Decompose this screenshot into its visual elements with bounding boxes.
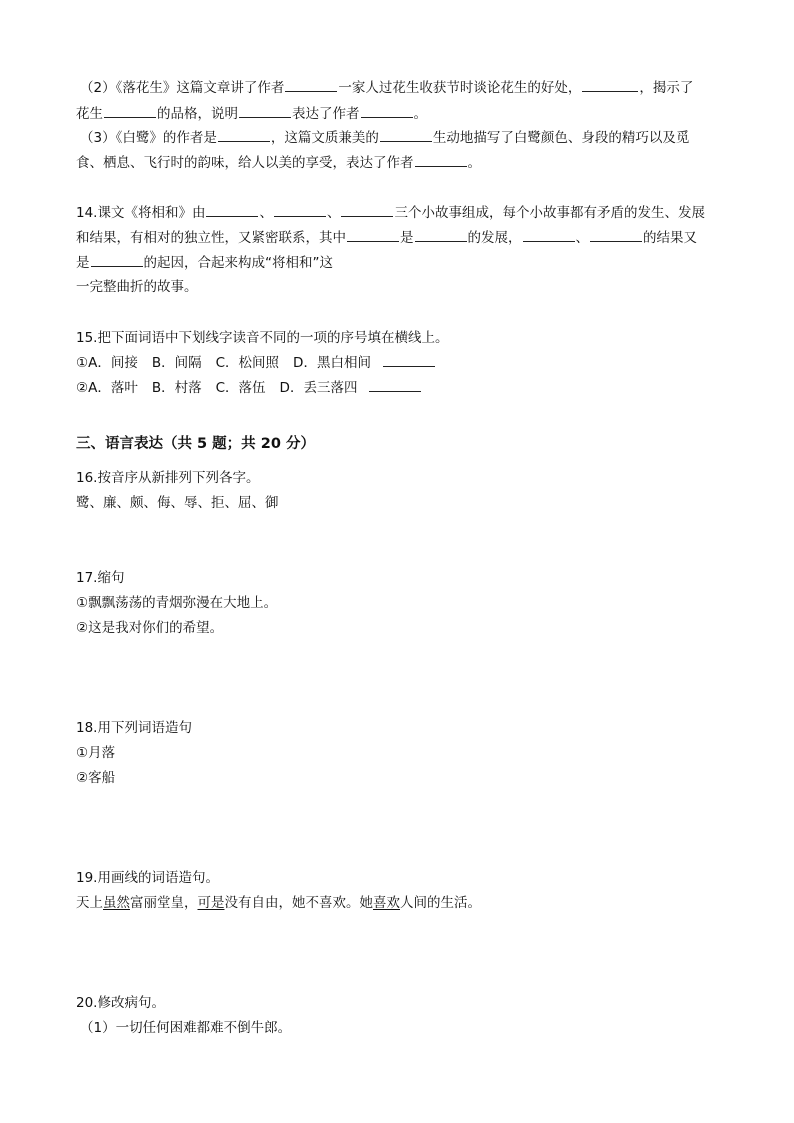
answer-blank[interactable] [218, 128, 270, 142]
option-label: C． [215, 380, 239, 396]
option-c: 松间照 [238, 355, 280, 371]
option-label: D． [293, 355, 317, 371]
option-label: ①A． [76, 355, 111, 371]
q14-line4 [76, 277, 198, 297]
option-a: 间接 [110, 355, 138, 371]
option-d: 丢三落四 [303, 380, 358, 396]
q13-p3-text: ，这篇文质兼美的 [270, 130, 379, 146]
q18-word-1: ①月落 [76, 745, 116, 761]
answer-blank[interactable] [582, 78, 638, 92]
q14-separator: 、 [259, 205, 273, 221]
q14-line1 [76, 203, 705, 223]
answer-blank[interactable] [206, 203, 258, 217]
section-heading: 三、语言表达（共 5 题；共 20 分） [76, 436, 315, 452]
q13-p3-text: 食、栖息、飞行时的韵味，给人以美的享受，表达了作者 [76, 155, 414, 171]
answer-blank[interactable] [415, 153, 467, 167]
q14-line3 [76, 253, 333, 273]
answer-blank[interactable] [274, 203, 326, 217]
q19-text: 富丽堂皇， [130, 895, 198, 911]
q16-title: 16.按音序从新排列下列各字。 [76, 470, 260, 486]
q13-p3-text: 。 [467, 155, 481, 171]
q14-text: 的发展， [467, 230, 522, 246]
q13-p3-text: 生动地描写了白鹭颜色、身段的精巧以及觅 [432, 130, 690, 146]
q13-p2-text: 表达了作者 [292, 106, 360, 122]
answer-blank[interactable] [285, 78, 337, 92]
answer-blank[interactable] [104, 104, 156, 118]
option-b: 间隔 [174, 355, 202, 371]
option-a: 落叶 [110, 380, 138, 396]
q14-text: 一完整曲折的故事。 [76, 279, 198, 295]
q17-sentence-2: ②这是我对你们的希望。 [76, 620, 224, 636]
q14-text: 的起因，合起来构成“将相和”这 [143, 255, 333, 271]
q13-p2-text: 。 [413, 106, 427, 122]
q14-text: 是 [76, 255, 90, 271]
q17-title: 17.缩句 [76, 570, 125, 586]
q15-row1 [76, 353, 436, 373]
underlined-word: 虽然 [103, 895, 130, 911]
q13-part2-line2 [76, 104, 427, 124]
q15-title: 15.把下面词语中下划线字读音不同的一项的序号填在横线上。 [76, 330, 449, 346]
q15-row2 [76, 378, 422, 398]
answer-blank[interactable] [239, 104, 291, 118]
q17-sentence-1: ①飘飘荡荡的青烟弥漫在大地上。 [76, 595, 278, 611]
option-label: C． [215, 355, 239, 371]
q14-text: 的结果又 [643, 230, 697, 246]
q18-word-2: ②客船 [76, 770, 116, 786]
answer-blank[interactable] [347, 228, 399, 242]
option-label: B． [151, 380, 175, 396]
q16-characters: 鹭、廉、颇、侮、辱、拒、屈、御 [76, 495, 279, 511]
q14-separator: 、 [575, 230, 589, 246]
option-label: B． [151, 355, 175, 371]
answer-blank[interactable] [590, 228, 642, 242]
q13-part3-line1 [80, 128, 689, 148]
option-label: ②A． [76, 380, 111, 396]
option-d: 黑白相间 [316, 355, 371, 371]
q14-line2 [76, 228, 697, 248]
q14-text: 14.课文《将相和》由 [76, 205, 206, 221]
q13-part2-line1 [80, 78, 693, 98]
q19-title: 19.用画线的词语造句。 [76, 870, 219, 886]
answer-blank[interactable] [91, 253, 143, 267]
q13-p3-text: （3）《白鹭》的作者是 [80, 130, 217, 146]
q19-text: 天上 [76, 895, 103, 911]
underlined-word: 喜欢 [373, 895, 400, 911]
underlined-word: 可是 [197, 895, 225, 911]
q19-sentence [76, 893, 481, 913]
q13-part3-line2 [76, 153, 481, 173]
q14-text: 三个小故事组成，每个小故事都有矛盾的发生、发展 [394, 205, 705, 221]
option-label: D． [279, 380, 304, 396]
answer-blank[interactable] [361, 104, 413, 118]
q14-text: 和结果，有相对的独立性，又紧密联系，其中 [76, 230, 346, 246]
q19-text: 没有自由，她不喜欢。她 [224, 895, 373, 911]
answer-blank[interactable] [383, 353, 435, 367]
q20-sentence-1: （1）一切任何困难都难不倒牛郎。 [80, 1020, 292, 1036]
answer-blank[interactable] [380, 128, 432, 142]
answer-blank[interactable] [369, 378, 421, 392]
q13-p2-text: 一家人过花生收获节时谈论花生的好处， [338, 80, 582, 96]
q20-title: 20.修改病句。 [76, 995, 165, 1011]
option-b: 村落 [174, 380, 202, 396]
answer-blank[interactable] [341, 203, 393, 217]
q14-separator: 、 [326, 205, 341, 221]
q14-text: 是 [400, 230, 414, 246]
q13-p2-text: （2）《落花生》这篇文章讲了作者 [80, 80, 285, 96]
option-c: 落伍 [238, 380, 266, 396]
q18-title: 18.用下列词语造句 [76, 720, 192, 736]
answer-blank[interactable] [415, 228, 467, 242]
answer-blank[interactable] [523, 228, 575, 242]
q13-p2-text: 花生 [76, 106, 103, 122]
q13-p2-text: 的品格，说明 [157, 106, 238, 122]
q19-text: 人间的生活。 [400, 895, 481, 911]
q13-p2-text: ，揭示了 [639, 80, 694, 96]
